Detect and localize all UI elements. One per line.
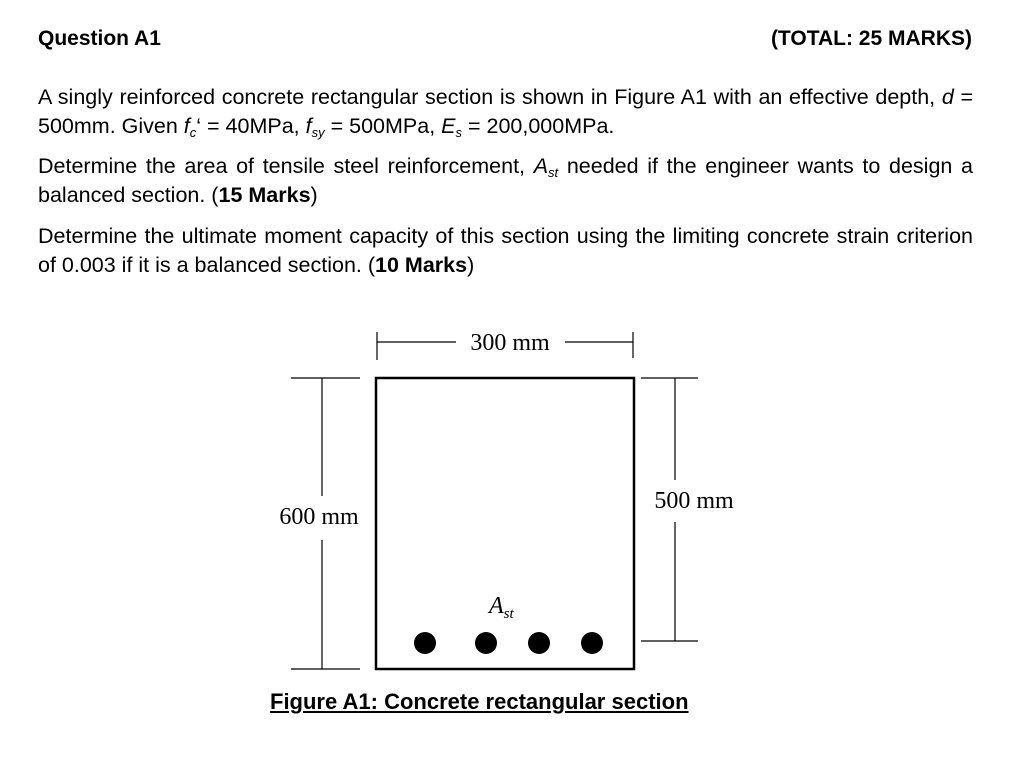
- es-subscript: s: [455, 125, 462, 140]
- steel-area-label: [487, 593, 515, 622]
- rebar: [475, 632, 497, 654]
- depth-label: 500 mm: [654, 488, 734, 514]
- total-marks: (TOTAL: 25 MARKS): [770, 27, 972, 50]
- fsy-symbol: f: [305, 114, 312, 138]
- text: ): [467, 253, 475, 277]
- ast-subscript: st: [548, 165, 559, 180]
- width-label: 300 mm: [470, 330, 550, 356]
- fc-prime: ‘: [196, 114, 202, 138]
- text: = 500MPa,: [324, 114, 442, 138]
- text: = 500mm. Given: [38, 85, 973, 138]
- text: Determine the ultimate moment capacity of this section using the limiting concrete strain criterion of 0.003 if it is a balanced section. (: [38, 224, 973, 277]
- ast-symbol: A: [533, 154, 549, 178]
- es-symbol: E: [441, 114, 456, 138]
- rebar: [414, 632, 436, 654]
- figure-caption: Figure A1: Concrete rectangular section: [270, 689, 689, 714]
- marks-label: 10 Marks: [375, 253, 468, 277]
- fc-symbol: f: [183, 114, 190, 138]
- rebar-group: [414, 632, 603, 654]
- text: ): [310, 183, 318, 207]
- text: = 200,000MPa.: [461, 114, 615, 138]
- height-label: 600 mm: [279, 504, 359, 530]
- question-title: Question A1: [38, 27, 161, 50]
- concrete-section: [376, 378, 634, 669]
- rebar: [528, 632, 550, 654]
- text: A singly reinforced concrete rectangular section is shown in Figure A1 with an effective depth,: [38, 85, 942, 109]
- rebar: [581, 632, 603, 654]
- text: = 40MPa,: [201, 114, 306, 138]
- fsy-subscript: sy: [311, 125, 325, 140]
- steel-symbol: A: [489, 593, 504, 619]
- steel-subscript: st: [503, 606, 514, 622]
- text: needed if the engineer wants to design a balanced section. (: [38, 154, 973, 207]
- marks-label: 15 Marks: [218, 183, 311, 207]
- d-symbol: d: [941, 85, 954, 109]
- fc-subscript: c: [189, 125, 197, 140]
- text: Determine the area of tensile steel reinforcement,: [38, 154, 534, 178]
